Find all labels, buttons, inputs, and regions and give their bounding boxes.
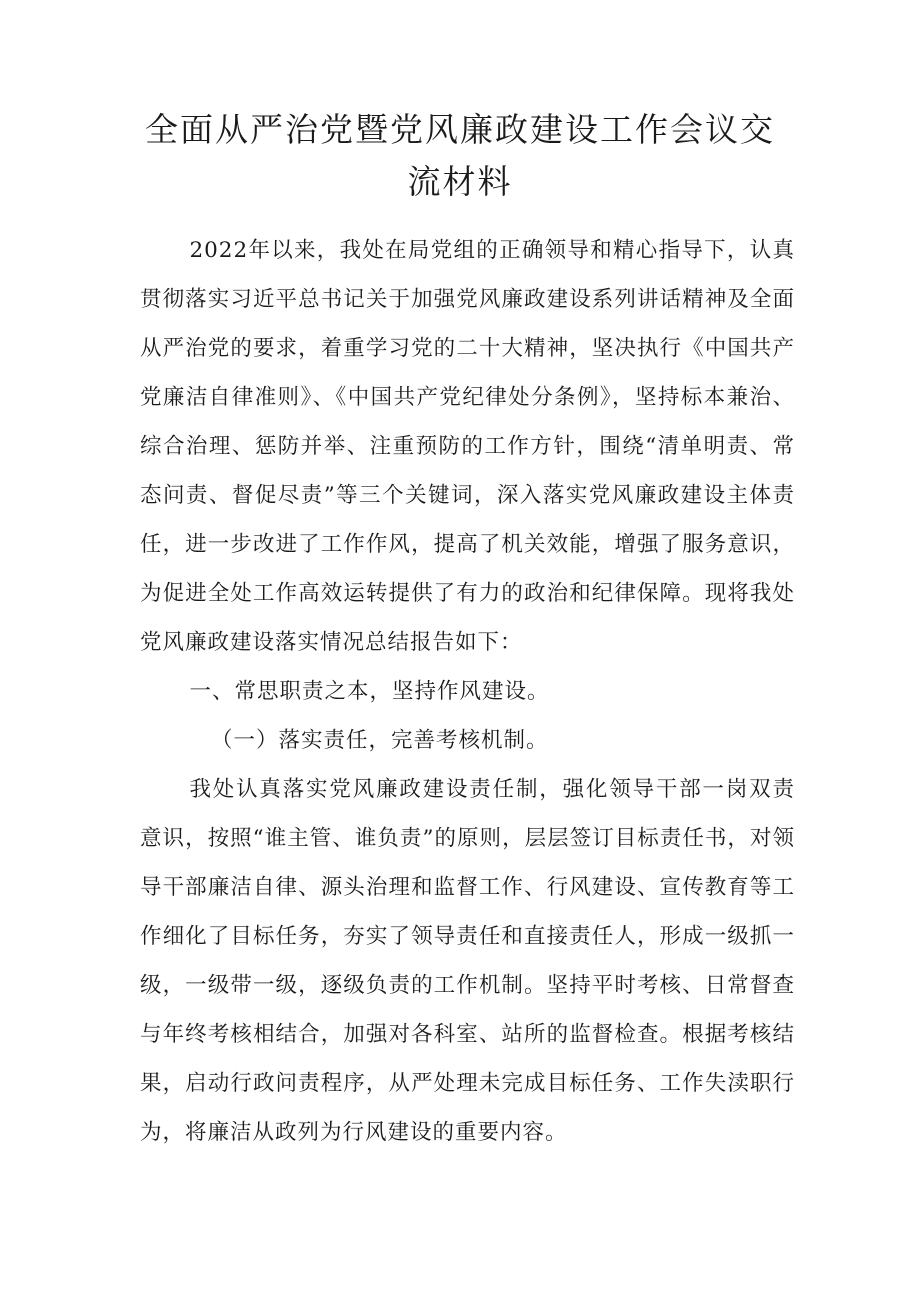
- intro-paragraph: 2022年以来，我处在局党组的正确领导和精心指导下，认真贯彻落实习近平总书记关于加强党风廉政建设系列讲话精神及全面从严治党的要求，着重学习党的二十大精神，坚决执行《中国共产党廉洁自律准则》、《中国共产党纪律处分条例》，坚持标本兼治、综合治理、惩防并举、注重预防的工作方针，围绕“清单明责、常态问责、督促尽责”等三个关键词，深入落实党风廉政建设主体责任，进一步改进了工作作风，提高了机关效能，增强了服务意识，为促进全处工作高效运转提供了有力的政治和纪律保障。现将我处党风廉政建设落实情况总结报告如下：: [140, 238, 795, 655]
- body-paragraph-1: 我处认真落实党风廉政建设责任制，强化领导干部一岗双责意识，按照“谁主管、谁负责”的原则，层层签订目标责任书，对领导干部廉洁自律、源头治理和监督工作、行风建设、宣传教育等工作细化了目标任务，夯实了领导责任和直接责任人，形成一级抓一级，一级带一级，逐级负责的工作机制。坚持平时考核、日常督查与年终考核相结合，加强对各科室、站所的监督检查。根据考核结果，启动行政问责程序，从严处理未完成目标任务、工作失渎职行为，将廉洁从政列为行风建设的重要内容。: [140, 777, 795, 1145]
- section-heading-1: 一、常思职责之本，坚持作风建设。: [189, 679, 550, 704]
- subsection-heading-1-1: （一）落实责任，完善考核机制。: [210, 728, 549, 753]
- document-title: 全面从严治党暨党风廉政建设工作会议交流材料: [145, 110, 775, 201]
- document-body: [140, 226, 795, 1157]
